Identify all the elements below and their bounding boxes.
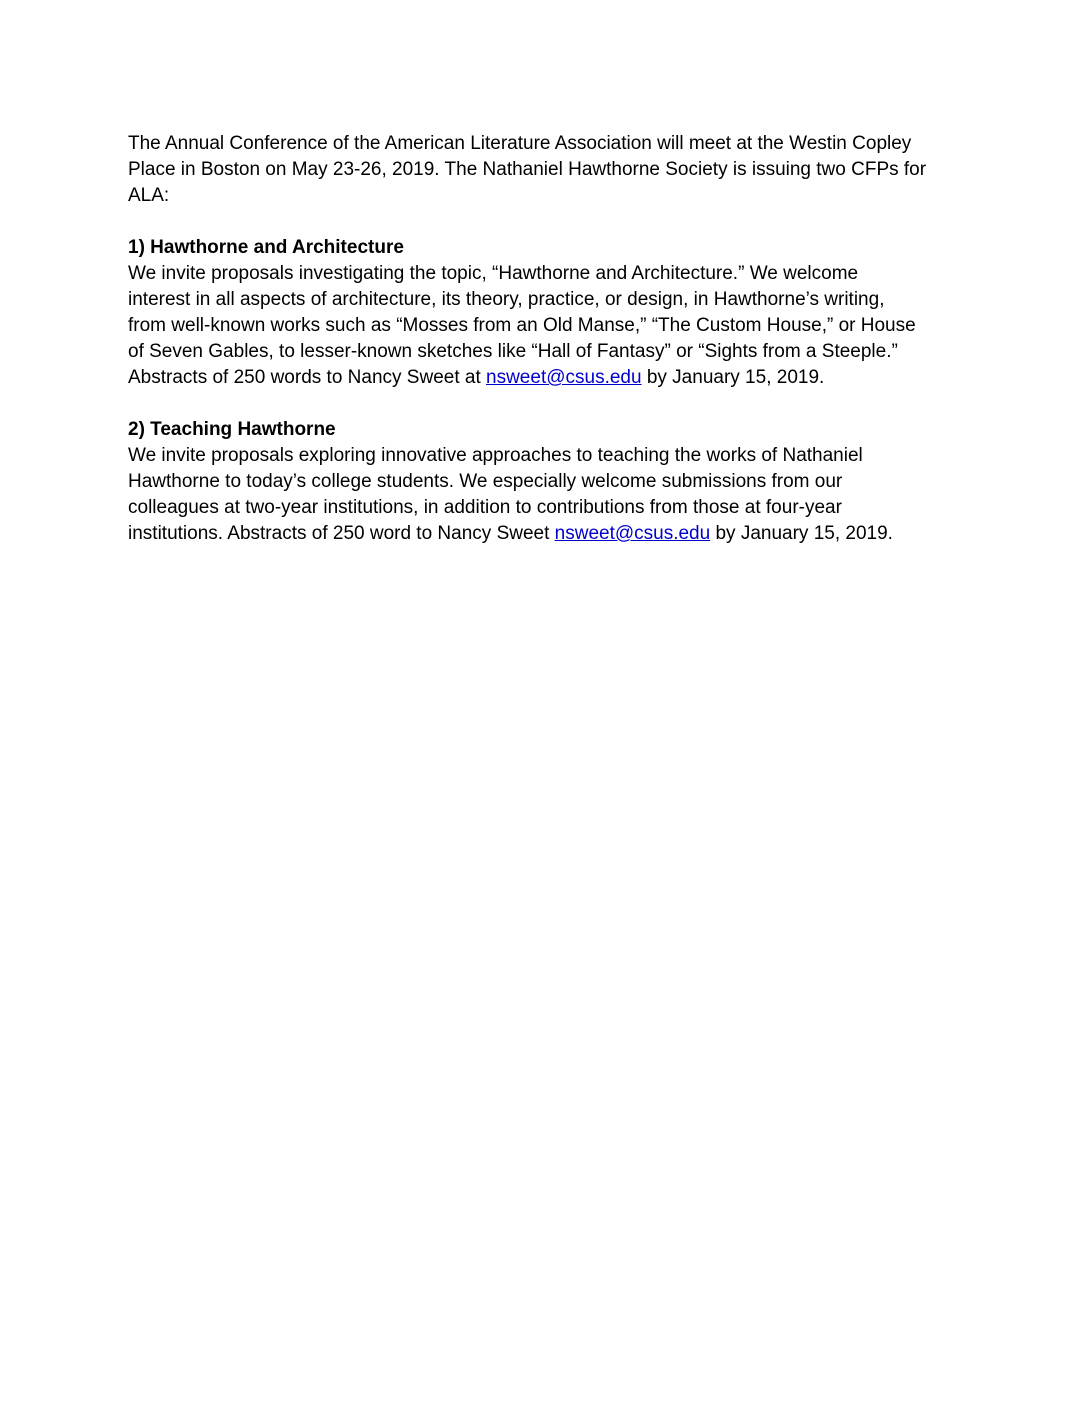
body-line: of Seven Gables, to lesser-known sketches like “Hall of Fantasy” or “Sights from a Steeple.” xyxy=(128,341,898,362)
email-link[interactable]: nsweet@csus.edu xyxy=(554,523,711,544)
cfp-section-architecture xyxy=(128,235,958,391)
document-page xyxy=(128,131,958,547)
intro-paragraph xyxy=(128,131,958,209)
intro-line: Place in Boston on May 23-26, 2019. The Nathaniel Hawthorne Society is issuing two CFPs for xyxy=(128,159,927,180)
body-text: by January 15, 2019. xyxy=(641,367,825,388)
body-line: interest in all aspects of architecture, its theory, practice, or design, in Hawthorne’s writing, xyxy=(128,289,885,310)
intro-line: The Annual Conference of the American Literature Association will meet at the Westin Copley xyxy=(128,133,912,154)
body-line: Hawthorne to today’s college students. We especially welcome submissions from our xyxy=(128,471,843,492)
body-line: We invite proposals investigating the topic, “Hawthorne and Architecture.” We welcome xyxy=(128,263,859,284)
cfp-section-teaching xyxy=(128,417,958,547)
intro-line: ALA: xyxy=(128,185,170,206)
body-line: We invite proposals exploring innovative approaches to teaching the works of Nathaniel xyxy=(128,445,863,466)
body-text: institutions. Abstracts of 250 word to Nancy Sweet xyxy=(128,523,555,544)
body-line: colleagues at two-year institutions, in addition to contributions from those at four-year xyxy=(128,497,842,518)
paragraph-gap xyxy=(128,209,958,235)
body-line-with-email xyxy=(128,365,958,391)
paragraph-gap xyxy=(128,391,958,417)
body-text: Abstracts of 250 words to Nancy Sweet at xyxy=(128,367,487,388)
section-heading: 1) Hawthorne and Architecture xyxy=(128,237,404,258)
body-text: by January 15, 2019. xyxy=(710,523,893,544)
email-link[interactable]: nsweet@csus.edu xyxy=(486,367,642,388)
body-line: from well-known works such as “Mosses from an Old Manse,” “The Custom House,” or House xyxy=(128,315,916,336)
section-heading: 2) Teaching Hawthorne xyxy=(128,419,336,440)
body-line-with-email xyxy=(128,521,958,547)
